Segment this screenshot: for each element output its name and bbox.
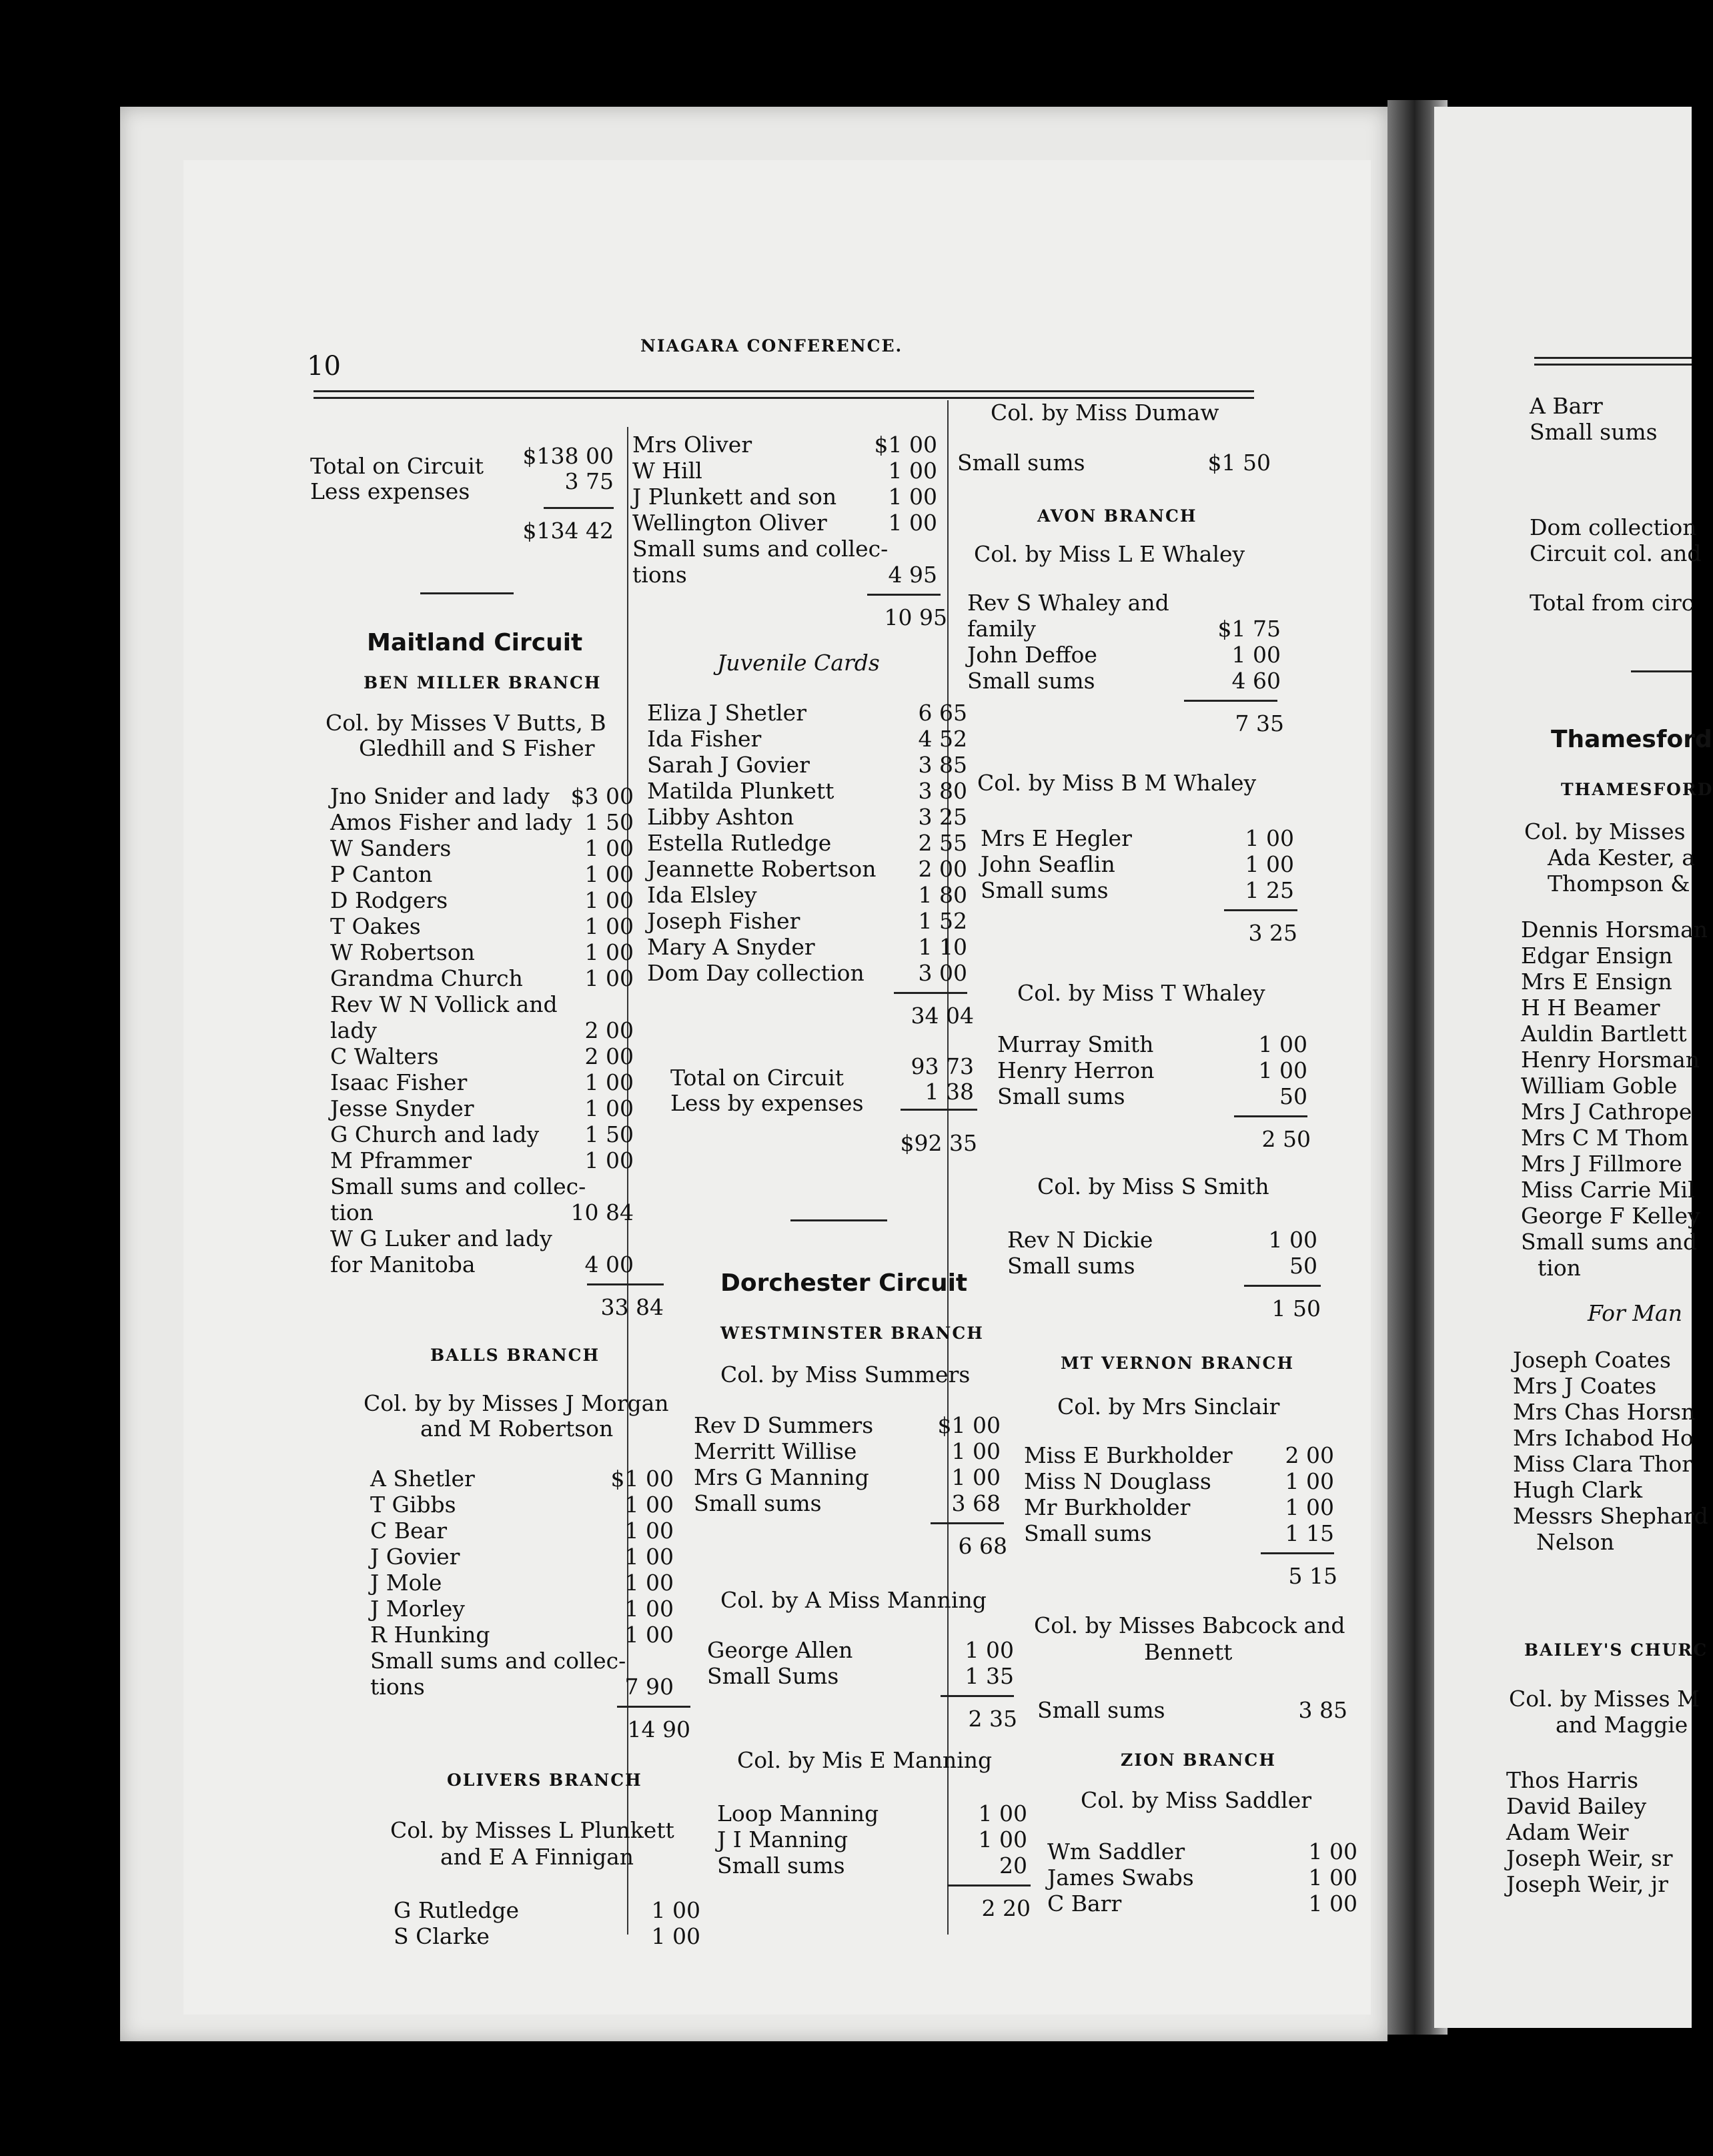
entry-amount: 4 52 bbox=[918, 726, 967, 752]
entry-amount: 1 00 bbox=[1285, 1494, 1334, 1520]
head-rule bbox=[314, 397, 1254, 399]
entry-name: Henry Herron bbox=[997, 1057, 1155, 1083]
entry-amount: 1 00 bbox=[978, 1826, 1027, 1852]
entry-amount: 10 84 bbox=[570, 1199, 634, 1225]
entry-name: Joseph Fisher bbox=[647, 908, 800, 934]
entry-amount: 1 00 bbox=[624, 1518, 674, 1544]
entry-amount: 20 bbox=[999, 1852, 1027, 1878]
branch-total: 2 20 bbox=[981, 1895, 1031, 1921]
total-rule bbox=[867, 594, 941, 596]
collector-line: Col. by Misses L Plunkett bbox=[390, 1817, 674, 1843]
branch-total: 1 50 bbox=[1271, 1295, 1321, 1321]
entry-amount: 6 65 bbox=[918, 700, 967, 726]
collector-line: Col. by by Misses J Morgan bbox=[364, 1390, 669, 1416]
entry-amount: 1 00 bbox=[651, 1897, 700, 1923]
total-rule bbox=[901, 1109, 977, 1111]
facing-line: Dom collection bbox=[1530, 514, 1697, 540]
branch-heading: BALLS BRANCH bbox=[430, 1345, 600, 1365]
total-rule bbox=[894, 992, 967, 994]
entry-amount: 1 35 bbox=[965, 1663, 1014, 1689]
entry-name: Dom Day collection bbox=[647, 960, 865, 986]
entry-name: Henry Horsman bbox=[1521, 1047, 1700, 1073]
entry-amount: 1 00 bbox=[584, 887, 634, 913]
entry-name: Rev W N Vollick and bbox=[330, 991, 558, 1017]
total-rule bbox=[1261, 1552, 1334, 1554]
entry-name: lady bbox=[330, 1017, 377, 1043]
collector-line: Col. by Misses V Butts, B bbox=[326, 710, 606, 736]
entry-amount: 1 00 bbox=[624, 1544, 674, 1570]
circuit-heading: Dorchester Circuit bbox=[720, 1269, 968, 1297]
entry-name: Auldin Bartlett bbox=[1521, 1021, 1687, 1047]
entry-name: M Pframmer bbox=[330, 1147, 472, 1173]
entry-name: Small sums and bbox=[1521, 1229, 1698, 1255]
entry-amount: 1 00 bbox=[584, 965, 634, 991]
branch-total: 6 68 bbox=[958, 1533, 1007, 1559]
collector-line: Col. by Miss Saddler bbox=[1081, 1787, 1312, 1813]
entry-amount: 2 00 bbox=[918, 856, 967, 882]
branch-heading: BEN MILLER BRANCH bbox=[364, 673, 602, 692]
entry-name: Small sums bbox=[1037, 1697, 1165, 1723]
branch-total: 33 84 bbox=[600, 1294, 664, 1320]
total-rule bbox=[947, 1884, 1031, 1886]
entry-name: Small sums and collec- bbox=[632, 536, 889, 562]
entry-name: W Hill bbox=[632, 458, 702, 484]
entry-name: G Rutledge bbox=[394, 1897, 520, 1923]
entry-name: Mrs E Ensign bbox=[1521, 969, 1672, 995]
branch-total: 3 25 bbox=[1248, 920, 1297, 946]
head-rule bbox=[1534, 357, 1692, 359]
entry-name: Small sums bbox=[1007, 1253, 1135, 1279]
entry-amount: 1 00 bbox=[1258, 1057, 1307, 1083]
entry-name: David Bailey bbox=[1506, 1793, 1647, 1819]
entry-name: J Plunkett and son bbox=[632, 484, 837, 510]
branch-heading: OLIVERS BRANCH bbox=[447, 1770, 642, 1790]
entry-name: Small sums bbox=[967, 668, 1095, 694]
column-divider bbox=[627, 427, 628, 1935]
branch-total: 2 35 bbox=[968, 1706, 1017, 1732]
entry-name: Small sums bbox=[1024, 1520, 1152, 1546]
collector-line: Col. by Miss T Whaley bbox=[1017, 980, 1265, 1006]
entry-amount: 4 95 bbox=[888, 562, 937, 588]
branch-heading: BAILEY'S CHURC bbox=[1524, 1640, 1708, 1660]
entry-name: Jeannette Robertson bbox=[647, 856, 877, 882]
entry-name: for Manitoba bbox=[330, 1251, 476, 1277]
page-number: 10 bbox=[307, 351, 341, 382]
entry-name: Miss Carrie Mil bbox=[1521, 1177, 1695, 1203]
entry-name: Mr Burkholder bbox=[1024, 1494, 1191, 1520]
entry-amount: 1 25 bbox=[1245, 877, 1294, 903]
entry-name: T Gibbs bbox=[370, 1492, 456, 1518]
collector-line: Thompson & bbox=[1548, 871, 1690, 897]
entry-amount: 1 00 bbox=[1258, 1031, 1307, 1057]
entry-name: Wm Saddler bbox=[1047, 1838, 1185, 1864]
collector-line: Col. by Miss L E Whaley bbox=[974, 541, 1245, 567]
entry-name: W Robertson bbox=[330, 939, 475, 965]
entry-name: Dennis Horsman bbox=[1521, 917, 1708, 943]
entry-name: Jesse Snyder bbox=[330, 1095, 474, 1121]
entry-amount: 1 00 bbox=[584, 1095, 634, 1121]
entry-amount: 1 50 bbox=[584, 1121, 634, 1147]
entry-name: tion bbox=[330, 1199, 374, 1225]
entry-name: Murray Smith bbox=[997, 1031, 1154, 1057]
collector-line: Col. by A Miss Manning bbox=[720, 1587, 987, 1613]
entry-name: Messrs Shephard bbox=[1513, 1503, 1708, 1529]
entry-amount: 2 00 bbox=[584, 1043, 634, 1069]
collector-line: Bennett bbox=[1144, 1639, 1233, 1665]
section-separator bbox=[1631, 670, 1692, 672]
head-rule bbox=[314, 390, 1254, 392]
entry-name: R Hunking bbox=[370, 1622, 490, 1648]
collector-line: and Maggie bbox=[1556, 1712, 1688, 1738]
entry-name: G Church and lady bbox=[330, 1121, 540, 1147]
entry-name: Eliza J Shetler bbox=[647, 700, 806, 726]
entry-amount: 1 00 bbox=[1231, 642, 1281, 668]
entry-name: Wellington Oliver bbox=[632, 510, 827, 536]
section-separator bbox=[790, 1219, 887, 1221]
collector-line: Col. by Miss B M Whaley bbox=[977, 770, 1257, 796]
entry-amount: 3 85 bbox=[918, 752, 967, 778]
facing-line: Small sums bbox=[1530, 419, 1658, 445]
total-rule bbox=[1244, 1285, 1321, 1287]
entry-amount: 1 00 bbox=[1245, 851, 1294, 877]
entry-name: Small Sums bbox=[707, 1663, 839, 1689]
entry-amount: 1 00 bbox=[1245, 825, 1294, 851]
entry-amount: 2 00 bbox=[584, 1017, 634, 1043]
entry-amount: 1 15 bbox=[1285, 1520, 1334, 1546]
entry-amount: 1 00 bbox=[624, 1596, 674, 1622]
amount: $138 00 bbox=[522, 443, 614, 469]
entry-amount: 3 68 bbox=[951, 1490, 1001, 1516]
entry-amount: 3 80 bbox=[918, 778, 967, 804]
entry-name: Small sums bbox=[717, 1852, 845, 1878]
entry-amount: 1 00 bbox=[584, 861, 634, 887]
entry-name: H H Beamer bbox=[1521, 995, 1660, 1021]
entry-name: Hugh Clark bbox=[1513, 1477, 1643, 1503]
entry-name: J I Manning bbox=[717, 1826, 848, 1852]
branch-heading: MT VERNON BRANCH bbox=[1061, 1354, 1295, 1373]
entry-name: Mrs J Coates bbox=[1513, 1373, 1657, 1399]
entry-amount: 1 00 bbox=[584, 1147, 634, 1173]
total-on-circuit: Total on Circuit bbox=[310, 453, 484, 479]
entry-amount: 3 00 bbox=[918, 960, 967, 986]
total-rule bbox=[941, 1695, 1014, 1697]
entry-name: Mrs Chas Horsn bbox=[1513, 1399, 1696, 1425]
collector-line: Col. by Misses Babcock and bbox=[1034, 1612, 1345, 1638]
entry-amount: 1 00 bbox=[624, 1570, 674, 1596]
collector-line: and M Robertson bbox=[420, 1416, 614, 1442]
entry-name: Matilda Plunkett bbox=[647, 778, 834, 804]
entry-name: Joseph Weir, sr bbox=[1506, 1845, 1673, 1871]
entry-amount: 1 00 bbox=[888, 458, 937, 484]
entry-amount: $1 00 bbox=[874, 432, 937, 458]
branch-total: 7 35 bbox=[1235, 710, 1284, 736]
entry-name: Small sums bbox=[997, 1083, 1125, 1109]
entry-amount: 1 50 bbox=[584, 809, 634, 835]
entry-name: W Sanders bbox=[330, 835, 452, 861]
entry-name: D Rodgers bbox=[330, 887, 448, 913]
entry-name: A Shetler bbox=[370, 1466, 475, 1492]
total-rule bbox=[1184, 700, 1277, 702]
branch-total: 5 15 bbox=[1288, 1563, 1337, 1589]
entry-name: family bbox=[967, 616, 1036, 642]
total-rule bbox=[544, 507, 614, 509]
collector-line: and E A Finnigan bbox=[440, 1844, 634, 1870]
entry-name: John Seaflin bbox=[981, 851, 1115, 877]
entry-name: Small sums and collec- bbox=[370, 1648, 626, 1674]
branch-total: 34 04 bbox=[911, 1003, 974, 1029]
entry-name: J Mole bbox=[370, 1570, 442, 1596]
total-rule bbox=[1224, 909, 1297, 911]
entry-name: Miss Clara Thor bbox=[1513, 1451, 1693, 1477]
entry-amount: 50 bbox=[1289, 1253, 1317, 1279]
branch-total: 10 95 bbox=[884, 604, 947, 630]
entry-name: Nelson bbox=[1536, 1529, 1615, 1555]
collector-line: Col. by Misses M bbox=[1509, 1686, 1700, 1712]
entry-amount: $1 00 bbox=[937, 1412, 1001, 1438]
branch-heading: WESTMINSTER BRANCH bbox=[720, 1323, 984, 1343]
entry-amount: 4 00 bbox=[584, 1251, 634, 1277]
entry-name: Mrs Oliver bbox=[632, 432, 752, 458]
entry-name: Merritt Willise bbox=[694, 1438, 857, 1464]
entry-name: Mrs J Fillmore bbox=[1521, 1151, 1682, 1177]
entry-name: Mrs G Manning bbox=[694, 1464, 869, 1490]
entry-name: Adam Weir bbox=[1506, 1819, 1629, 1845]
entry-name: George Allen bbox=[707, 1637, 853, 1663]
entry-name: Joseph Weir, jr bbox=[1506, 1871, 1668, 1897]
entry-amount: 50 bbox=[1279, 1083, 1307, 1109]
entry-amount: 1 00 bbox=[624, 1492, 674, 1518]
less-expenses: Less expenses bbox=[310, 478, 470, 504]
entry-name: Jno Snider and lady bbox=[330, 783, 550, 809]
entry-amount: 1 00 bbox=[1268, 1227, 1317, 1253]
amount: 1 38 bbox=[925, 1079, 974, 1105]
collector-line: Col. by Mis E Manning bbox=[737, 1747, 993, 1773]
facing-line: Circuit col. and bbox=[1530, 540, 1702, 566]
circuit-total: $92 35 bbox=[900, 1130, 977, 1156]
collector-line: Col. by Mrs Sinclair bbox=[1057, 1394, 1280, 1420]
total-rule bbox=[931, 1522, 1004, 1524]
entry-name: Libby Ashton bbox=[647, 804, 794, 830]
entry-name: Ida Elsley bbox=[647, 882, 757, 908]
entry-amount: 1 00 bbox=[888, 484, 937, 510]
amount: 93 73 bbox=[911, 1053, 974, 1079]
entry-amount: 1 00 bbox=[624, 1622, 674, 1648]
entry-amount: 1 00 bbox=[965, 1637, 1014, 1663]
entry-amount: 1 10 bbox=[918, 934, 967, 960]
entry-name: Isaac Fisher bbox=[330, 1069, 468, 1095]
entry-name: Joseph Coates bbox=[1513, 1347, 1671, 1373]
total-rule bbox=[617, 1706, 690, 1708]
collector-line: Ada Kester, a bbox=[1548, 845, 1695, 871]
entry-name: Ida Fisher bbox=[647, 726, 762, 752]
entry-name: C Bear bbox=[370, 1518, 447, 1544]
entry-name: Mrs Ichabod Ho bbox=[1513, 1425, 1694, 1451]
total-rule bbox=[1234, 1115, 1307, 1117]
entry-amount: 1 00 bbox=[1308, 1864, 1357, 1891]
entry-amount: 1 00 bbox=[888, 510, 937, 536]
entry-name: tion bbox=[1538, 1255, 1581, 1281]
entry-name: tions bbox=[632, 562, 687, 588]
entry-name: Loop Manning bbox=[717, 1800, 879, 1826]
branch-heading: AVON BRANCH bbox=[1037, 506, 1197, 526]
entry-amount: 1 80 bbox=[918, 882, 967, 908]
entry-name: John Deffoe bbox=[967, 642, 1097, 668]
entry-name: C Walters bbox=[330, 1043, 439, 1069]
entry-amount: 1 00 bbox=[584, 913, 634, 939]
entry-name: Rev D Summers bbox=[694, 1412, 874, 1438]
collector-line: Col. by Miss Summers bbox=[720, 1362, 971, 1388]
entry-name: Small sums bbox=[981, 877, 1109, 903]
branch-total: 14 90 bbox=[627, 1716, 690, 1742]
entry-name: Mary A Snyder bbox=[647, 934, 815, 960]
entry-name: Rev N Dickie bbox=[1007, 1227, 1153, 1253]
branch-total: 2 50 bbox=[1261, 1126, 1311, 1152]
entry-amount: 3 25 bbox=[918, 804, 967, 830]
column-divider bbox=[947, 400, 949, 1935]
entry-amount: 1 00 bbox=[951, 1464, 1001, 1490]
entry-amount: 1 52 bbox=[918, 908, 967, 934]
entry-name: William Goble bbox=[1521, 1073, 1678, 1099]
section-heading: For Man bbox=[1588, 1300, 1682, 1326]
entry-amount: 2 00 bbox=[1285, 1442, 1334, 1468]
entry-amount: 1 00 bbox=[951, 1438, 1001, 1464]
entry-amount: 1 00 bbox=[651, 1923, 700, 1949]
entry-amount: 1 00 bbox=[978, 1800, 1027, 1826]
entry-name: Mrs C M Thom bbox=[1521, 1125, 1689, 1151]
entry-name: J Govier bbox=[370, 1544, 460, 1570]
entry-amount: $3 00 bbox=[570, 783, 634, 809]
entry-amount: 7 90 bbox=[624, 1674, 674, 1700]
total-on-circuit: Total on Circuit bbox=[670, 1065, 844, 1091]
facing-line: A Barr bbox=[1530, 393, 1603, 419]
section-heading: Juvenile Cards bbox=[717, 650, 880, 676]
entry-name: Small sums and collec- bbox=[330, 1173, 586, 1199]
entry-name: Small sums bbox=[694, 1490, 822, 1516]
entry-name: P Canton bbox=[330, 861, 433, 887]
entry-name: C Barr bbox=[1047, 1891, 1122, 1917]
amount: 3 75 bbox=[564, 468, 614, 494]
entry-amount: 1 00 bbox=[584, 939, 634, 965]
circuit-heading: Maitland Circuit bbox=[367, 629, 583, 656]
branch-heading: THAMESFORD bbox=[1561, 780, 1713, 799]
running-title: NIAGARA CONFERENCE. bbox=[640, 336, 903, 356]
entry-amount: 1 00 bbox=[1308, 1891, 1357, 1917]
entry-amount: $1 00 bbox=[610, 1466, 674, 1492]
entry-name: Small sums bbox=[957, 450, 1085, 476]
entry-amount: 1 00 bbox=[1308, 1838, 1357, 1864]
entry-name: T Oakes bbox=[330, 913, 421, 939]
entry-name: J Morley bbox=[370, 1596, 465, 1622]
less-expenses: Less by expenses bbox=[670, 1090, 864, 1116]
entry-name: Thos Harris bbox=[1506, 1767, 1639, 1793]
entry-name: tions bbox=[370, 1674, 425, 1700]
circuit-heading: Thamesford bbox=[1551, 726, 1712, 753]
entry-name: Mrs J Cathrope bbox=[1521, 1099, 1692, 1125]
entry-amount: 1 00 bbox=[1285, 1468, 1334, 1494]
entry-name: James Swabs bbox=[1047, 1864, 1194, 1891]
entry-amount: $1 75 bbox=[1217, 616, 1281, 642]
entry-amount: 2 55 bbox=[918, 830, 967, 856]
entry-amount: 1 00 bbox=[584, 1069, 634, 1095]
entry-name: Grandma Church bbox=[330, 965, 523, 991]
circuit-total: $134 42 bbox=[522, 518, 614, 544]
branch-heading: ZION BRANCH bbox=[1121, 1750, 1276, 1770]
head-rule bbox=[1534, 364, 1692, 366]
entry-amount: 1 00 bbox=[584, 835, 634, 861]
entry-amount: 4 60 bbox=[1231, 668, 1281, 694]
entry-name: Mrs E Hegler bbox=[981, 825, 1132, 851]
collector-line: Col. by Misses bbox=[1524, 819, 1686, 845]
entry-name: Estella Rutledge bbox=[647, 830, 832, 856]
entry-name: Miss N Douglass bbox=[1024, 1468, 1211, 1494]
entry-name: Miss E Burkholder bbox=[1024, 1442, 1233, 1468]
entry-name: Edgar Ensign bbox=[1521, 943, 1673, 969]
collector-line: Col. by Miss Dumaw bbox=[991, 400, 1219, 426]
facing-line: Total from circ bbox=[1530, 590, 1694, 616]
entry-name: Rev S Whaley and bbox=[967, 590, 1169, 616]
entry-name: W G Luker and lady bbox=[330, 1225, 552, 1251]
section-separator bbox=[420, 592, 514, 594]
entry-name: George F Kelley bbox=[1521, 1203, 1700, 1229]
collector-line: Gledhill and S Fisher bbox=[359, 735, 595, 761]
entry-amount: 3 85 bbox=[1298, 1697, 1347, 1723]
entry-name: Amos Fisher and lady bbox=[330, 809, 572, 835]
entry-name: Sarah J Govier bbox=[647, 752, 810, 778]
total-rule bbox=[587, 1283, 664, 1285]
entry-amount: $1 50 bbox=[1207, 450, 1271, 476]
entry-name: S Clarke bbox=[394, 1923, 490, 1949]
collector-line: Col. by Miss S Smith bbox=[1037, 1173, 1269, 1199]
